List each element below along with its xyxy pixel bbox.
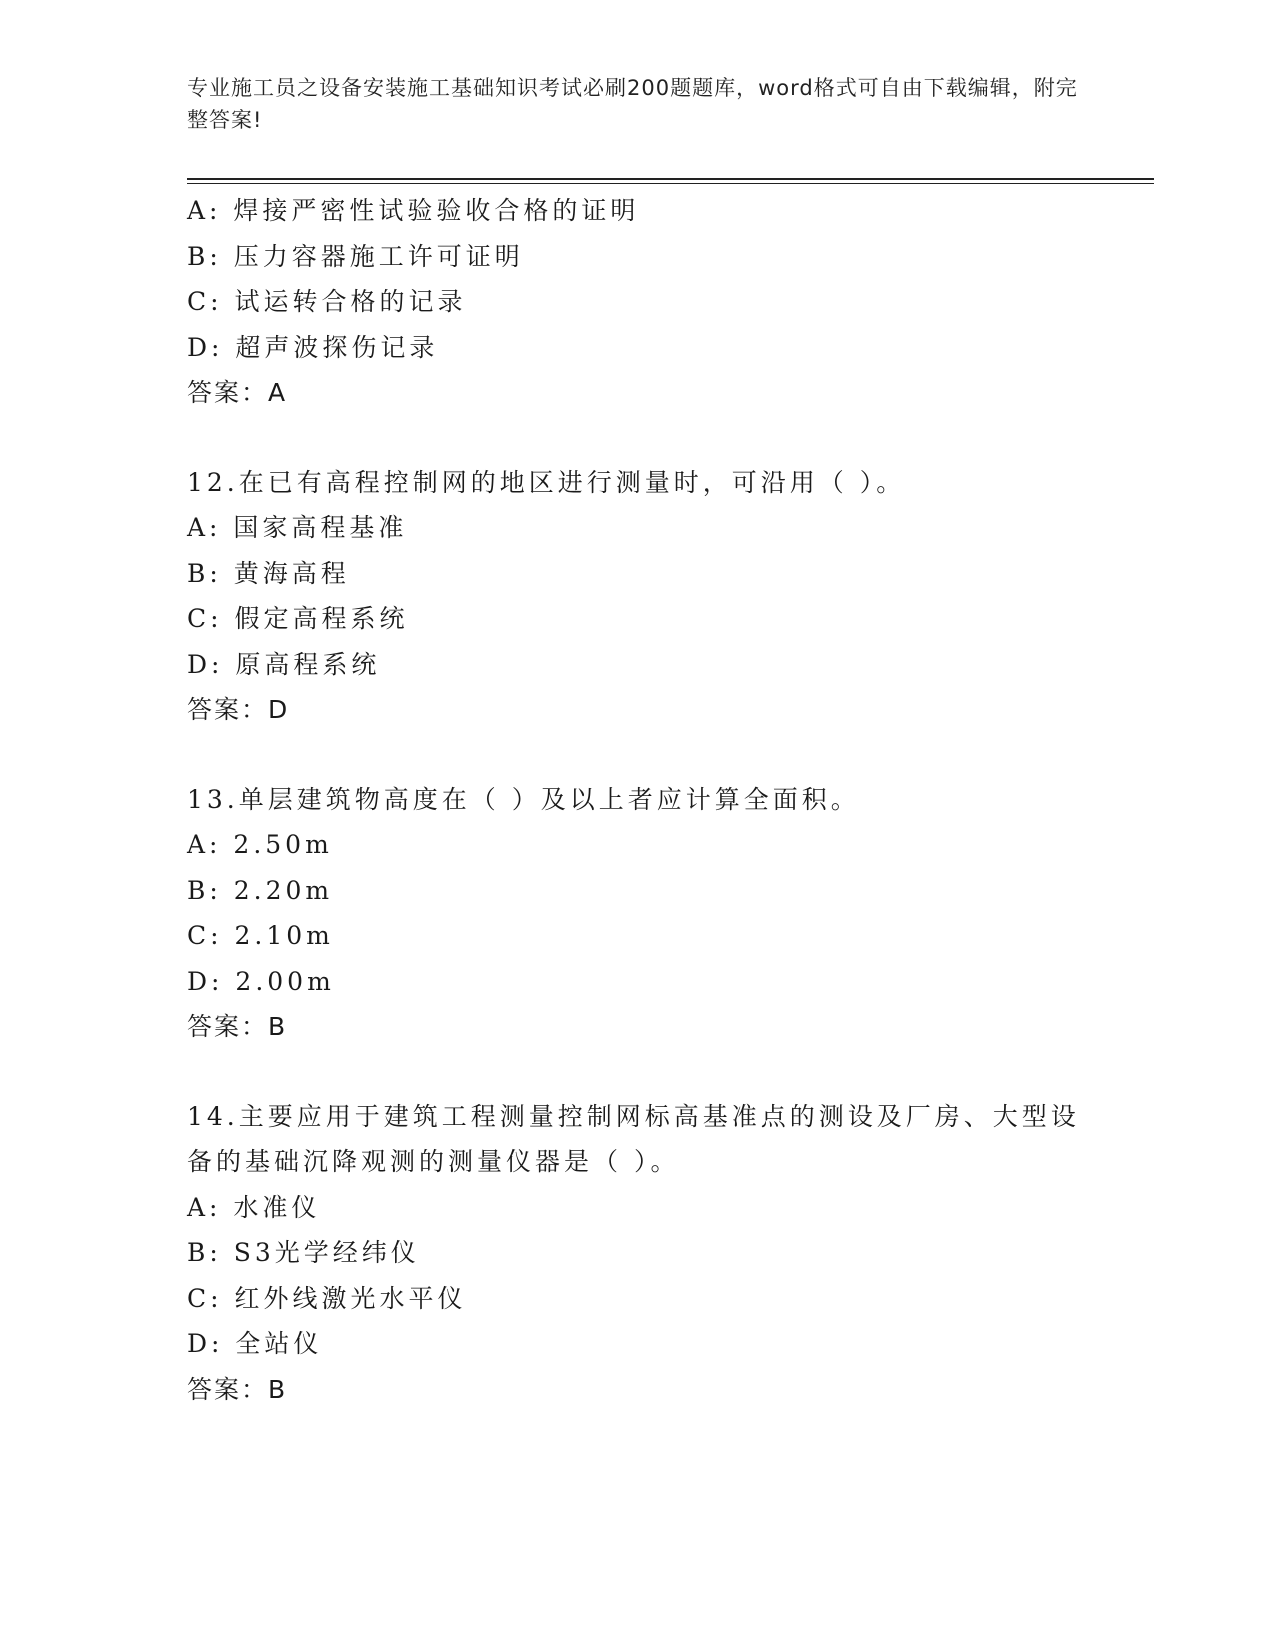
option-a: A: 2.50m: [187, 830, 333, 859]
answer-line: 答案：A: [187, 378, 288, 407]
header-rule-thick: [187, 178, 1154, 180]
question-block-13: [187, 777, 1087, 1050]
option-c: C: 试运转合格的记录: [187, 287, 467, 316]
option-d: D: 全站仪: [187, 1329, 323, 1358]
option-b: B: 黄海高程: [187, 558, 350, 588]
question-block-12: [187, 460, 1087, 733]
option-b: B: 压力容器施工许可证明: [187, 241, 524, 271]
option-b: B: 2.20m: [187, 875, 334, 905]
option-d: D: 2.00m: [187, 966, 335, 996]
option-d: D: 超声波探伤记录: [187, 332, 439, 362]
option-c: C: 假定高程系统: [187, 604, 409, 633]
question-block-11: [187, 188, 1087, 416]
question-list: [187, 188, 1087, 1412]
header-rule-thin: [187, 183, 1154, 184]
answer-line: 答案：B: [187, 1012, 288, 1041]
spacer: [187, 416, 1087, 460]
option-c: C: 2.10m: [187, 921, 334, 950]
question-text: 13.单层建筑物高度在（ ）及以上者应计算全面积。: [187, 784, 860, 814]
option-a: A: 国家高程基准: [187, 513, 408, 542]
option-b: B: S3光学经纬仪: [187, 1238, 420, 1267]
spacer: [187, 1050, 1087, 1094]
answer-line: 答案：D: [187, 695, 290, 724]
option-d: D: 原高程系统: [187, 649, 381, 679]
spacer: [187, 733, 1087, 777]
question-text: 12.在已有高程控制网的地区进行测量时，可沿用（ ）。: [187, 467, 906, 497]
option-a: A: 焊接严密性试验验收合格的证明: [187, 196, 640, 225]
option-a: A: 水准仪: [187, 1192, 321, 1222]
answer-line: 答案：B: [187, 1374, 288, 1404]
question-text: 14.主要应用于建筑工程测量控制网标高基准点的测设及厂房、大型设备的基础沉降观测的测量仪器是（ ）。: [187, 1101, 1080, 1176]
question-block-14: [187, 1094, 1087, 1413]
option-c: C: 红外线激光水平仪: [187, 1283, 467, 1313]
page-header: 专业施工员之设备安装施工基础知识考试必刷200题题库，word格式可自由下载编辑，附完整答案!: [187, 76, 1078, 132]
